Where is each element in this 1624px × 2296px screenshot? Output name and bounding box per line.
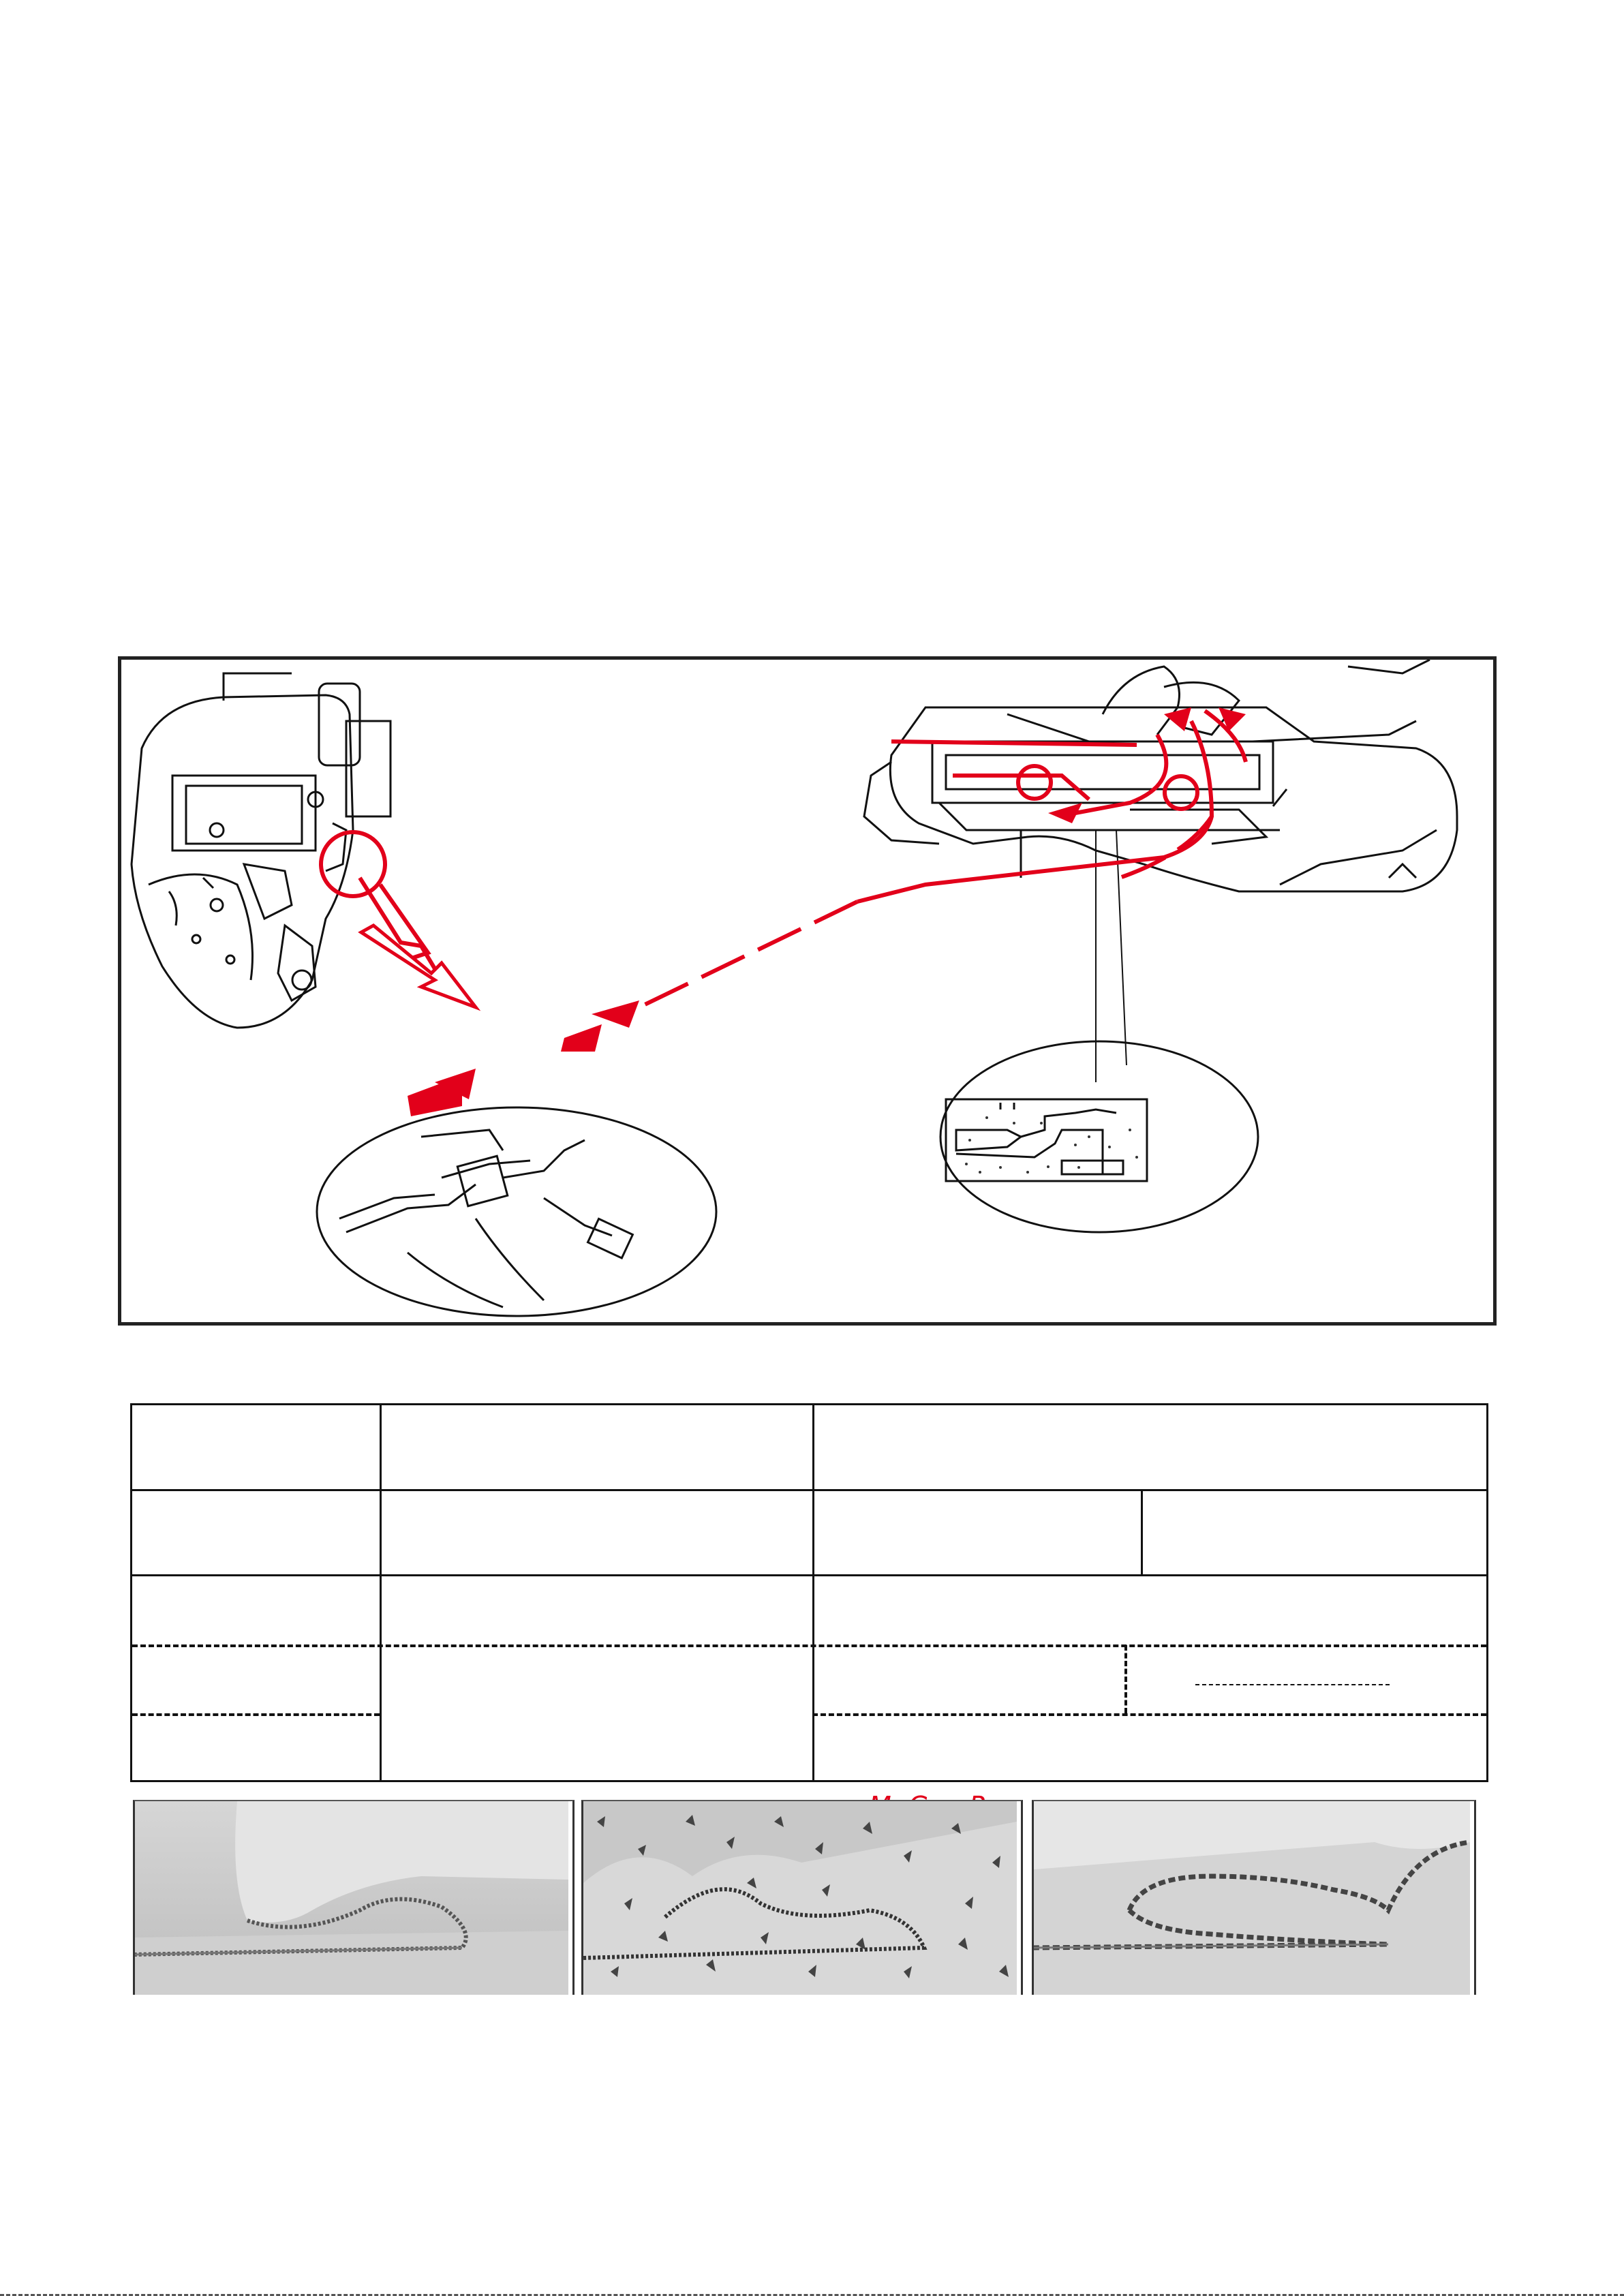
table-cell	[380, 1574, 812, 1644]
table-cell	[1141, 1489, 1486, 1574]
table-cell	[380, 1489, 812, 1574]
stitch-settings-table	[130, 1403, 1488, 1782]
machine-drawing	[121, 660, 1493, 1322]
table-cell	[812, 1644, 1124, 1713]
table-cell	[380, 1644, 812, 1780]
table-cell	[132, 1644, 380, 1713]
threading-illustration	[118, 656, 1497, 1326]
photo-plain-rolled-hem	[133, 1800, 574, 1995]
table-cell	[1124, 1644, 1486, 1713]
table-cell	[132, 1574, 380, 1644]
table-cell	[380, 1405, 812, 1489]
table-cell	[812, 1574, 1486, 1644]
table-cell	[812, 1713, 1486, 1780]
table-cell	[132, 1713, 380, 1780]
table-cell	[132, 1489, 380, 1574]
table-cell	[812, 1489, 1141, 1574]
photo-printed-rolled-hem	[581, 1800, 1023, 1995]
photo-plain-picot-edge	[1032, 1800, 1476, 1995]
table-cell	[132, 1405, 380, 1489]
table-cell	[812, 1405, 1486, 1489]
